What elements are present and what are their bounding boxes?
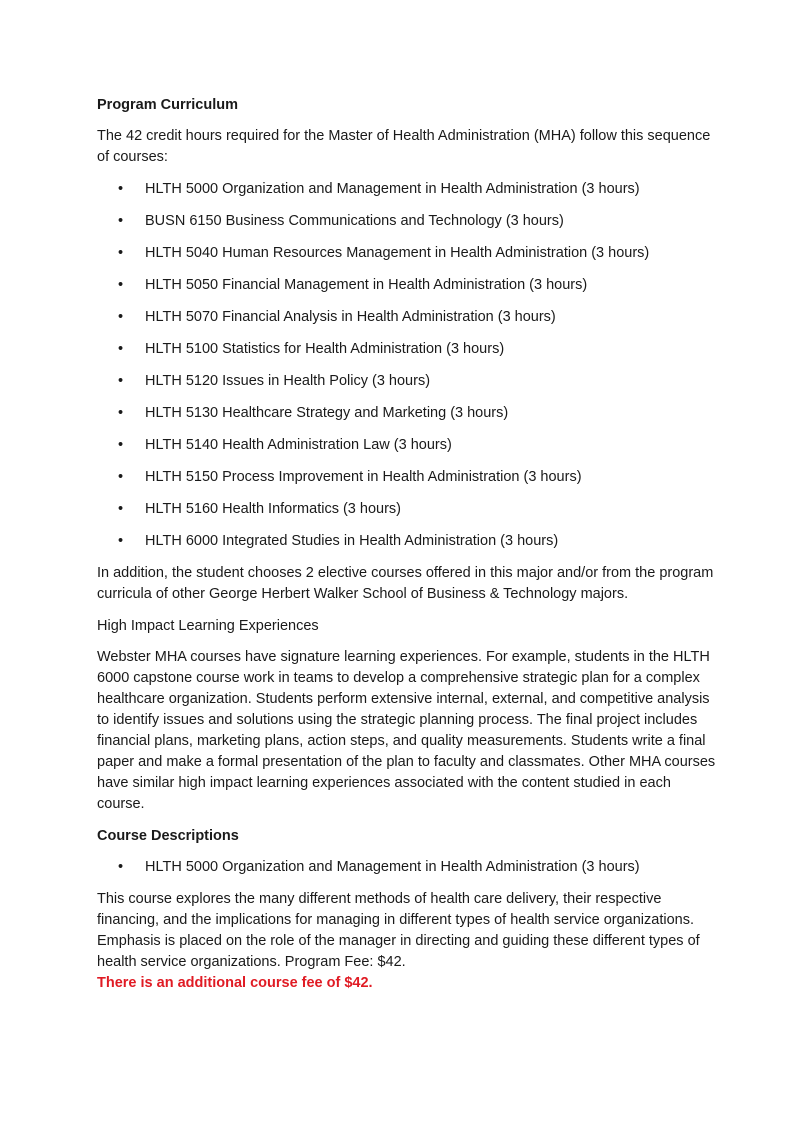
course-title: BUSN 6150 Business Communications and Technology (3 hours) [145, 213, 564, 229]
course-fee-note: There is an additional course fee of $42. [97, 975, 373, 991]
electives-paragraph: In addition, the student chooses 2 elective courses offered in this major and/or from the program curricula of other George Herbert Walker School of Business & Technology majors. [97, 565, 714, 602]
list-item [97, 179, 717, 200]
list-item [97, 307, 717, 328]
course-descriptions-heading: Course Descriptions [97, 828, 239, 844]
bullet-icon: • [118, 213, 124, 229]
bullet-icon: • [118, 501, 124, 517]
bullet-icon: • [118, 277, 124, 293]
course-description-paragraph: This course explores the many different methods of health care delivery, their respective financing, and the implications for managing in different types of health service organizations. Emphasis is placed on the role of the manager in directing and guiding these different types of health service organizations. Program Fee: $42. [97, 891, 700, 970]
course-title: HLTH 5150 Process Improvement in Health Administration (3 hours) [145, 469, 582, 485]
list-item [97, 211, 717, 232]
curriculum-intro: The 42 credit hours required for the Master of Health Administration (MHA) follow this sequence of courses: [97, 128, 711, 165]
bullet-icon: • [118, 469, 124, 485]
list-item [97, 467, 717, 488]
bullet-icon: • [118, 245, 124, 261]
course-title: HLTH 5050 Financial Management in Health Administration (3 hours) [145, 277, 588, 293]
course-title: HLTH 5000 Organization and Management in Health Administration (3 hours) [145, 859, 640, 875]
list-item [97, 403, 717, 424]
program-curriculum-heading: Program Curriculum [97, 97, 238, 113]
description-course-list [97, 857, 717, 878]
list-item [97, 371, 717, 392]
course-title: HLTH 6000 Integrated Studies in Health Administration (3 hours) [145, 533, 559, 549]
bullet-icon: • [118, 341, 124, 357]
list-item [97, 499, 717, 520]
bullet-icon: • [118, 373, 124, 389]
course-title: HLTH 5130 Healthcare Strategy and Marketing (3 hours) [145, 405, 509, 421]
bullet-icon: • [118, 859, 124, 875]
bullet-icon: • [118, 533, 124, 549]
course-title: HLTH 5140 Health Administration Law (3 hours) [145, 437, 452, 453]
course-title: HLTH 5000 Organization and Management in Health Administration (3 hours) [145, 181, 640, 197]
list-item [97, 339, 717, 360]
course-title: HLTH 5160 Health Informatics (3 hours) [145, 501, 402, 517]
course-title: HLTH 5040 Human Resources Management in Health Administration (3 hours) [145, 245, 650, 261]
high-impact-heading: High Impact Learning Experiences [97, 618, 319, 634]
document-page [97, 95, 717, 994]
high-impact-paragraph: Webster MHA courses have signature learning experiences. For example, students in the HLTH 6000 capstone course work in teams to develop a comprehensive strategic plan for a complex healthcare organization. Students perform extensive internal, external, and competitive analysis to identify issues and solutions using the strategic planning process. The final project includes financial plans, marketing plans, action steps, and quality measurements. Students write a final paper and make a formal presentation of the plan to faculty and classmates. Other MHA courses have similar high impact learning experiences associated with the content studied in each course. [97, 649, 716, 812]
bullet-icon: • [118, 181, 124, 197]
bullet-icon: • [118, 309, 124, 325]
list-item [97, 857, 717, 878]
course-title: HLTH 5120 Issues in Health Policy (3 hours) [145, 373, 431, 389]
course-title: HLTH 5070 Financial Analysis in Health Administration (3 hours) [145, 309, 556, 325]
list-item [97, 243, 717, 264]
bullet-icon: • [118, 405, 124, 421]
course-title: HLTH 5100 Statistics for Health Administration (3 hours) [145, 341, 505, 357]
list-item [97, 435, 717, 456]
list-item [97, 275, 717, 296]
course-list [97, 179, 717, 552]
list-item [97, 531, 717, 552]
bullet-icon: • [118, 437, 124, 453]
